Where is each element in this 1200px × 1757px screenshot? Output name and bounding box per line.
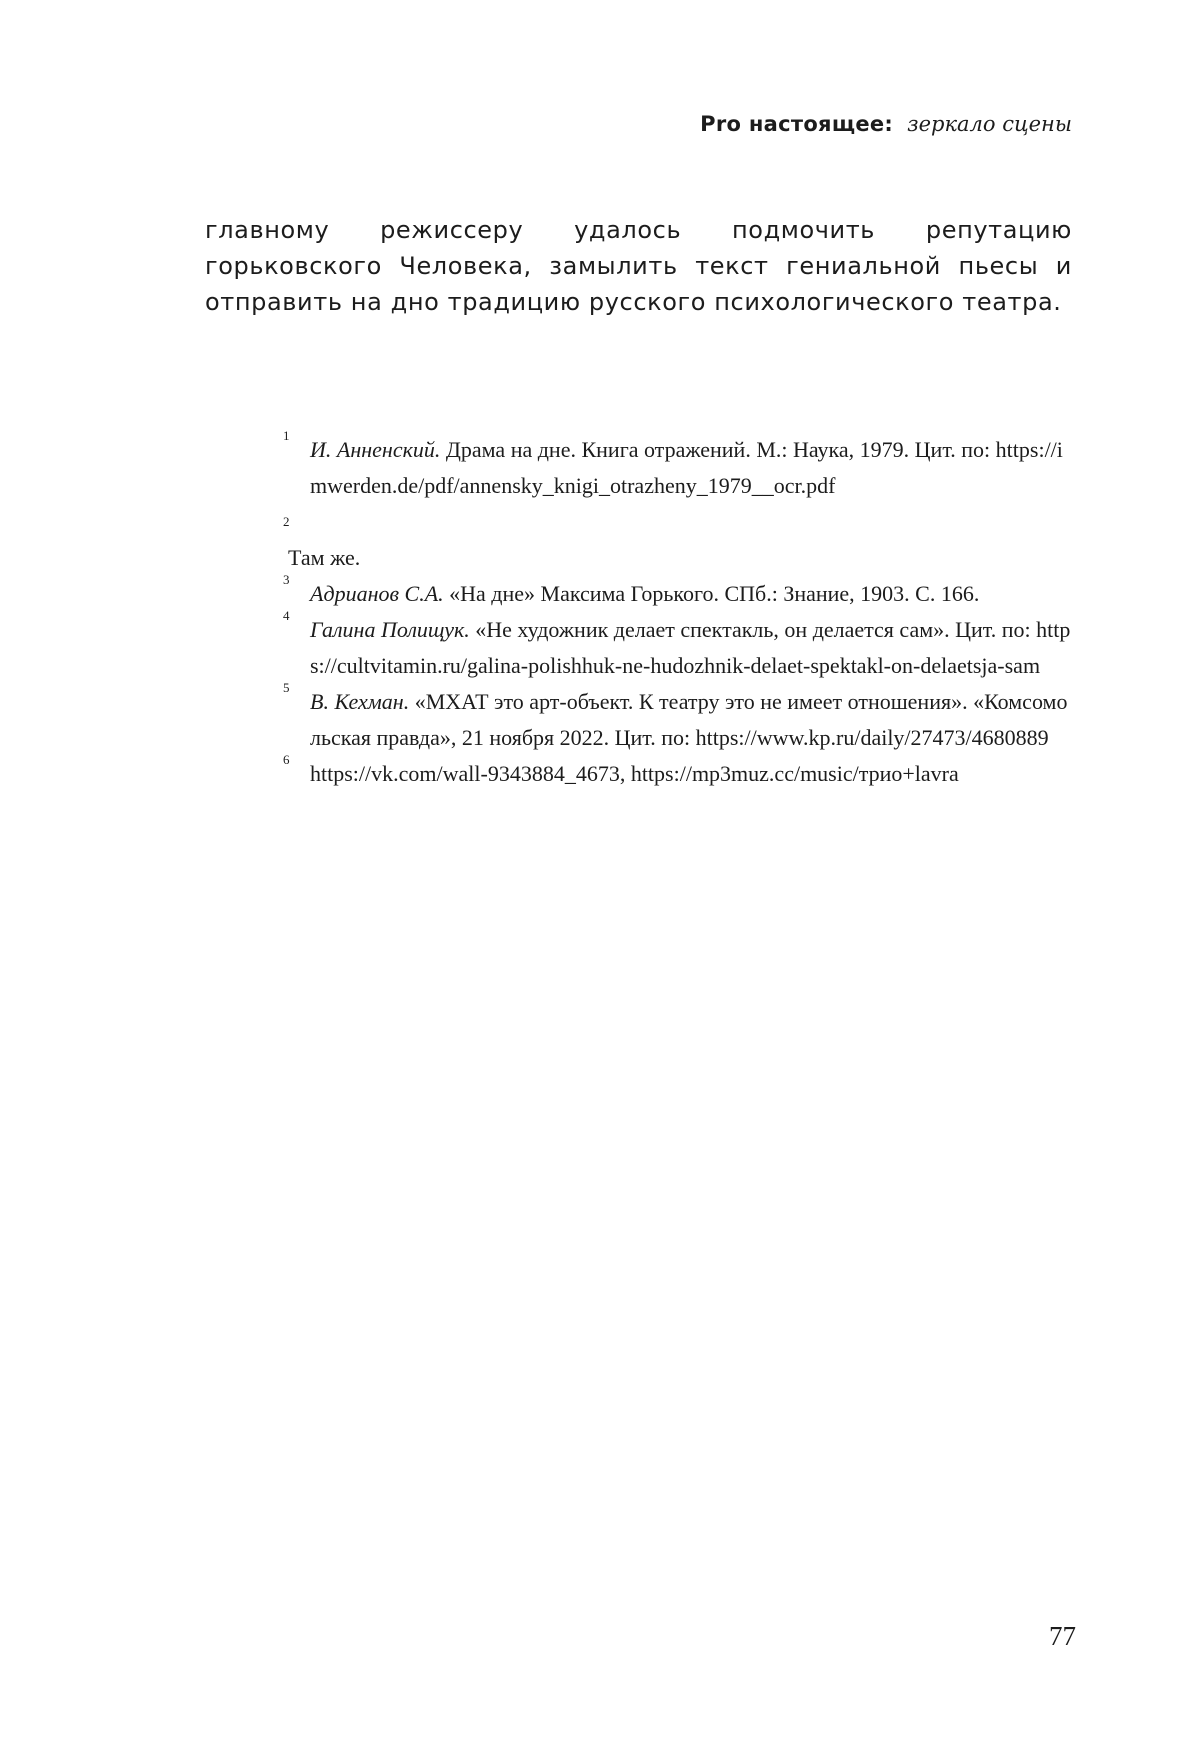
footnote-number: 1: [283, 426, 290, 446]
running-head-subtitle: зеркало сцены: [907, 112, 1072, 136]
footnote-text: «МХАТ это арт-объект. К театру это не имеет отношения». «Комсомольская правда», 21 ноября 2022. Цит. по: https://www.kp.ru/daily/27473/4680889: [310, 689, 1067, 750]
body-text: [205, 212, 1072, 320]
footnote-text: https://vk.com/wall-9343884_4673, https://mp3muz.cc/music/трио+lavra: [310, 761, 959, 786]
footnote-text: Драма на дне. Книга отражений. М.: Наука, 1979. Цит. по: https://imwerden.de/pdf/annensky_knigi_otrazheny_1979__ocr.pdf: [310, 437, 1063, 498]
footnote-number: 2: [283, 512, 290, 532]
footnote-number: 6: [283, 750, 290, 770]
footnote-number: 3: [283, 570, 290, 590]
footnote-author: В. Кехман.: [310, 689, 409, 714]
footnote-number: 5: [283, 678, 290, 698]
body-paragraph: главному режиссеру удалось подмочить репутацию горьковского Человека, замылить текст гениальной пьесы и отправить на дно традицию русского психологического театра.: [205, 212, 1072, 320]
footnote-text: Там же.: [288, 545, 360, 570]
footnote-2: [283, 540, 1073, 576]
footnote-2-marker: [283, 504, 1073, 540]
footnote-4: [283, 612, 1073, 684]
footnotes: [283, 432, 1073, 792]
running-head: [700, 110, 1072, 139]
footnote-1: [283, 432, 1073, 504]
footnote-author: Адрианов С.А.: [310, 581, 444, 606]
footnote-author: Галина Полищук.: [310, 617, 470, 642]
footnote-3: [283, 576, 1073, 612]
footnote-text: «На дне» Максима Горького. СПб.: Знание, 1903. С. 166.: [444, 581, 980, 606]
footnote-text: «Не художник делает спектакль, он делается сам». Цит. по: https://cultvitamin.ru/galina-polishhuk-ne-hudozhnik-delaet-spektakl-on-delaetsja-sam: [310, 617, 1070, 678]
footnote-6: [283, 756, 1073, 792]
footnote-5: [283, 684, 1073, 756]
page-number: 77: [1049, 1620, 1076, 1652]
footnote-author: И. Анненский.: [310, 437, 440, 462]
running-head-section: Pro настоящее:: [700, 112, 893, 136]
book-page: [0, 0, 1200, 1757]
footnote-number: 4: [283, 606, 290, 626]
